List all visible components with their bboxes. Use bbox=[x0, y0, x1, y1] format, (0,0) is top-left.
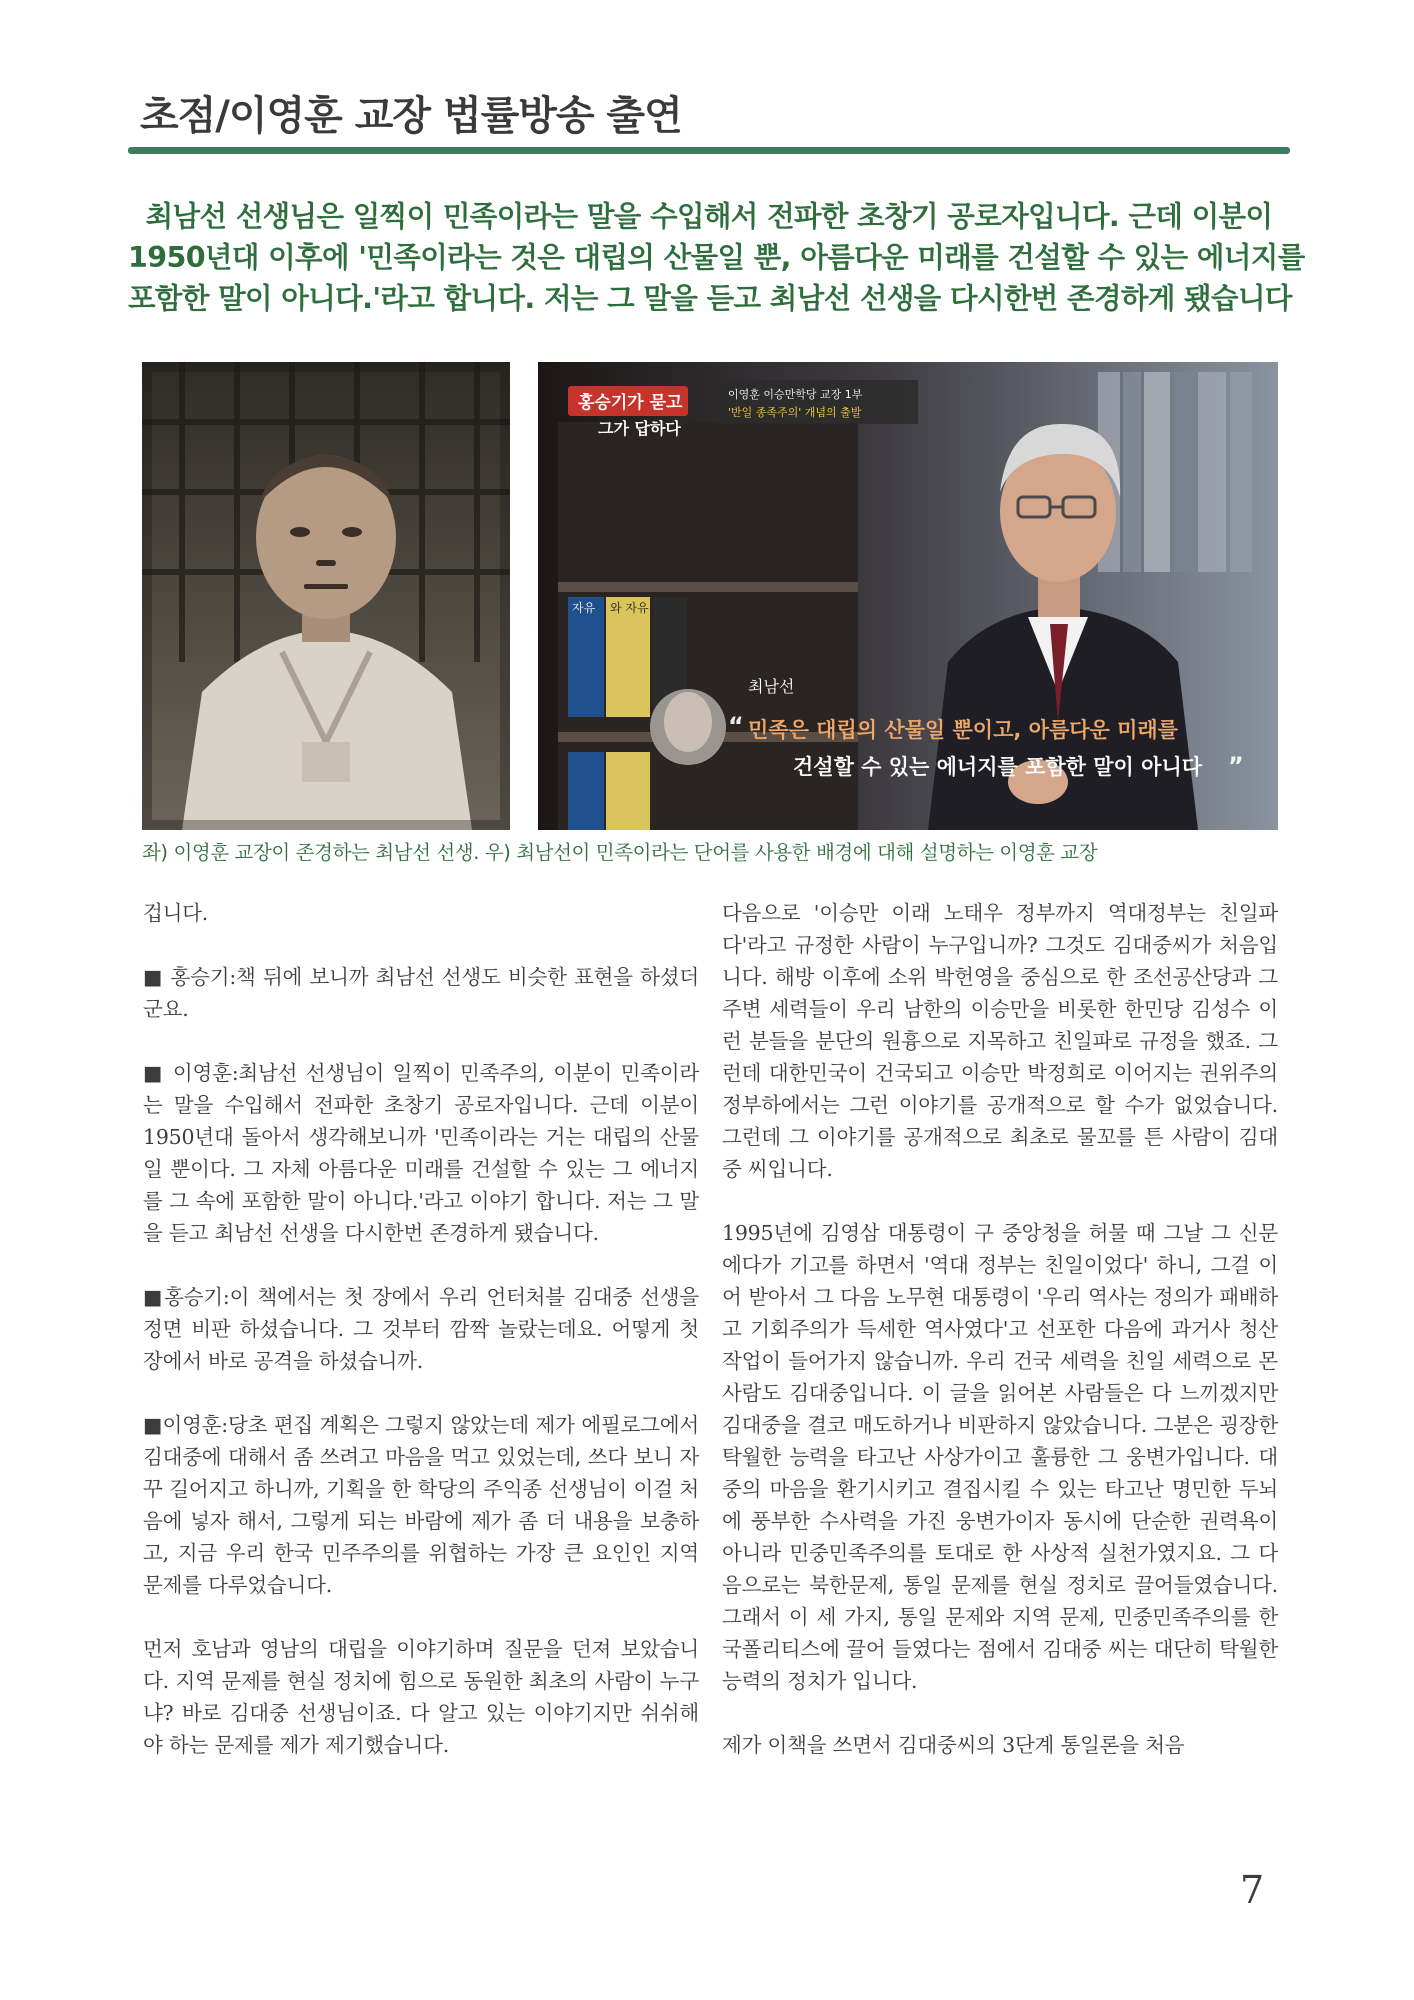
body-paragraph: 1995년에 김영삼 대통령이 구 중앙청을 허물 때 그날 그 신문에다가 기고를 하면서 '역대 정부는 친일이었다' 하니, 그걸 이어 받아서 그 다음 노무현 대통령이 '우리 역사는 정의가 패배하고 기회주의가 득세한 역사였다'고 선포한 다음에 과거사 청산작업이 들어가지 않습니까. 우리 건국 세력을 친일 세력으로 몬 사람도 김대중입니다. 이 글을 읽어본 사람들은 다 느끼겠지만 김대중을 결코 매도하거나 비판하지 않았습니다. 그분은 굉장한 탁월한 능력을 타고난 사상가이고 훌륭한 그 웅변가입니다. 대중의 마음을 환기시키고 결집시킬 수 있는 타고난 명민한 두뇌에 풍부한 수사력을 가진 웅변가이자 동시에 단순한 권력욕이 아니라 민중민족주의를 토대로 한 사상적 실천가였지요. 그 다음으로는 북한문제, 통일 문제를 현실 정치로 끌어들였습니다. 그래서 이 세 가지, 통일 문제와 지역 문제, 민중민족주의를 한 국폴리티스에 끌어 들였다는 점에서 김대중 씨는 대단히 탁월한 능력의 정치가 입니다. bbox=[722, 1221, 1278, 1693]
show-title-line2: 그가 답하다 bbox=[598, 419, 681, 438]
left-column bbox=[143, 897, 699, 1793]
body-paragraph: 먼저 호남과 영남의 대립을 이야기하며 질문을 던져 보았습니다. 지역 문제를 현실 정치에 힘으로 동원한 최초의 사람이 누구냐? 바로 김대중 선생님이죠. 다 알고 있는 이야기지만 쉬쉬해야 하는 문제를 제가 제기했습니다. bbox=[143, 1637, 699, 1757]
header-divider bbox=[128, 147, 1290, 154]
page-number: 7 bbox=[1240, 1868, 1265, 1912]
quote-line2: 건설할 수 있는 에너지를 포함한 말이 아니다 bbox=[793, 755, 1203, 779]
photo-caption: 좌) 이영훈 교장이 존경하는 최남선 선생. 우) 최남선이 민족이라는 단어를 사용한 배경에 대해 설명하는 이영훈 교장 bbox=[142, 841, 1098, 864]
portrait-illustration bbox=[142, 362, 510, 830]
quote-mark-open: “ bbox=[728, 712, 744, 740]
tv-interview-illustration bbox=[538, 362, 1278, 830]
portrait-photo bbox=[142, 362, 510, 830]
quote-line1: 민족은 대립의 산물일 뿐이고, 아름다운 미래를 bbox=[748, 718, 1178, 742]
body-paragraph: ■이영훈:당초 편집 계획은 그렇지 않았는데 제가 에필로그에서 김대중에 대해서 좀 쓰려고 마음을 먹고 있었는데, 쓰다 보니 자꾸 길어지고 하니까, 기획을 한 학당의 주익종 선생님이 이걸 처음에 넣자 해서, 그렇게 되는 바람에 제가 좀 더 내용을 보충하고, 지금 우리 한국 민주주의를 위협하는 가장 큰 요인인 지역 문제를 다루었습니다. bbox=[143, 1413, 699, 1597]
lead-quote-line: 포함한 말이 아니다.'라고 합니다. 저는 그 말을 듣고 최남선 선생을 다시한번 존경하게 됐습니다 bbox=[128, 282, 1292, 315]
show-title-line1: 홍승기가 묻고 bbox=[578, 393, 683, 413]
lead-quote-line: 최남선 선생님은 일찍이 민족이라는 말을 수입해서 전파한 초창기 공로자입니다. 근데 이분이 bbox=[145, 200, 1273, 233]
book-spine-label: 자유 bbox=[572, 601, 596, 615]
body-paragraph: ■ 이영훈:최남선 선생님이 일찍이 민족주의, 이분이 민족이라는 말을 수입해서 전파한 초창기 공로자입니다. 근데 이분이 1950년대 돌아서 생각해보니까 '민족이라는 거는 대립의 산물일 뿐이다. 그 자체 아름다운 미래를 건설할 수 있는 그 에너지를 그 속에 포함한 말이 아니다.'라고 이야기 합니다. 저는 그 말을 듣고 최남선 선생을 다시한번 존경하게 됐습니다. bbox=[143, 1061, 699, 1245]
body-paragraph: 제가 이책을 쓰면서 김대중씨의 3단계 통일론을 처음 bbox=[722, 1733, 1185, 1757]
tv-interview-photo bbox=[538, 362, 1278, 830]
lead-quote bbox=[128, 196, 1305, 319]
quote-mark-close: ” bbox=[1228, 752, 1244, 780]
body-paragraph: 겁니다. bbox=[143, 901, 209, 925]
body-paragraph: ■ 홍승기:책 뒤에 보니까 최남선 선생도 비슷한 표현을 하셨더군요. bbox=[143, 965, 699, 1021]
quote-speaker: 최남선 bbox=[748, 677, 795, 696]
lead-quote-line: 1950년대 이후에 '민족이라는 것은 대립의 산물일 뿐, 아름다운 미래를 건설할 수 있는 에너지를 bbox=[128, 241, 1305, 274]
episode-line2: '반일 종족주의' 개념의 출발 bbox=[728, 406, 862, 419]
page-title: 초점/이영훈 교장 법률방송 출연 bbox=[140, 93, 682, 139]
book-spine-label: 와 자유 bbox=[610, 601, 649, 615]
episode-line1: 이영훈 이승만학당 교장 1부 bbox=[728, 388, 863, 401]
body-paragraph: ■홍승기:이 책에서는 첫 장에서 우리 언터처블 김대중 선생을 정면 비판 하셨습니다. 그 것부터 깜짝 놀랐는데요. 어떻게 첫 장에서 바로 공격을 하셨습니까. bbox=[143, 1285, 699, 1373]
body-paragraph: 다음으로 '이승만 이래 노태우 정부까지 역대정부는 친일파다'라고 규정한 사람이 누구입니까? 그것도 김대중씨가 처음입니다. 해방 이후에 소위 박헌영을 중심으로 한 조선공산당과 그 주변 세력들이 우리 남한의 이승만을 비롯한 한민당 김성수 이런 분들을 분단의 원흉으로 지목하고 친일파로 규정을 했죠. 그런데 대한민국이 건국되고 이승만 박정희로 이어지는 권위주의 정부하에서는 그런 이야기를 공개적으로 할 수가 없었습니다. 그런데 그 이야기를 공개적으로 최초로 물꼬를 튼 사람이 김대중 씨입니다. bbox=[722, 901, 1278, 1181]
right-column bbox=[722, 897, 1278, 1793]
